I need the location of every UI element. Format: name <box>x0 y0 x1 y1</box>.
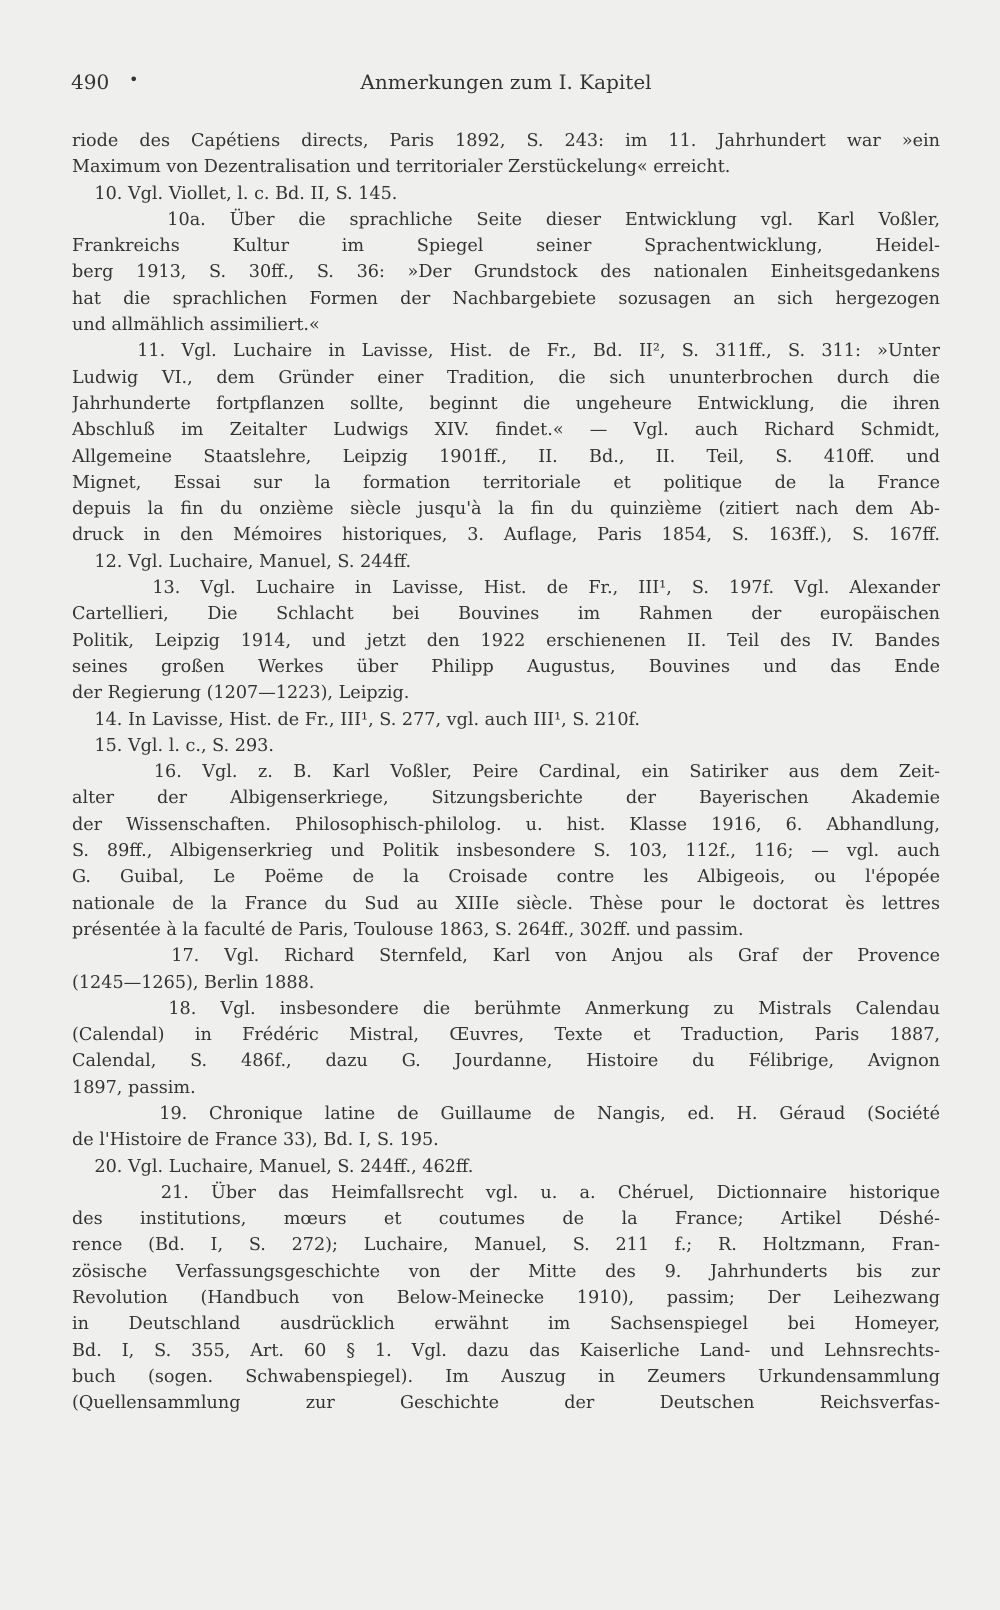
text-line: 19. Chronique latine de Guillaume de Nangis, ed. H. Géraud (Société <box>72 1103 940 1124</box>
text-line: 20. Vgl. Luchaire, Manuel, S. 244ff., 462ff. <box>72 1156 474 1177</box>
text-line: 1897, passim. <box>72 1077 196 1098</box>
text-line: G. Guibal, Le Poëme de la Croisade contre les Albigeois, ou l'épopée <box>72 867 940 888</box>
text-line: S. 89ff., Albigenserkrieg und Politik insbesondere S. 103, 112f., 116; — vgl. auch <box>72 841 940 862</box>
notes-body <box>72 128 940 1417</box>
text-line: nationale de la France du Sud au XIIIe siècle. Thèse pour le doctorat ès lettres <box>72 893 940 914</box>
text-line: (1245—1265), Berlin 1888. <box>72 972 315 993</box>
text-line: des institutions, mœurs et coutumes de la France; Artikel Déshé- <box>72 1209 940 1230</box>
text-line: (Quellensammlung zur Geschichte der Deutschen Reichsverfas- <box>72 1393 940 1414</box>
text-line: Revolution (Handbuch von Below-Meinecke 1910), passim; Der Leihezwang <box>72 1288 940 1309</box>
text-line: in Deutschland ausdrücklich erwähnt im Sachsenspiegel bei Homeyer, <box>72 1314 940 1335</box>
text-line: Bd. I, S. 355, Art. 60 § 1. Vgl. dazu das Kaiserliche Land- und Lehnsrechts- <box>72 1340 940 1361</box>
text-line: berg 1913, S. 30ff., S. 36: »Der Grundstock des nationalen Einheitsgedankens <box>72 262 940 283</box>
text-line: 18. Vgl. insbesondere die berühmte Anmerkung zu Mistrals Calendau <box>72 998 940 1019</box>
page-number: 490 <box>71 70 110 94</box>
text-line: rence (Bd. I, S. 272); Luchaire, Manuel, S. 211 f.; R. Holtzmann, Fran- <box>72 1235 940 1256</box>
text-line: 12. Vgl. Luchaire, Manuel, S. 244ff. <box>72 551 412 572</box>
text-line: présentée à la faculté de Paris, Toulouse 1863, S. 264ff., 302ff. und passim. <box>72 919 744 940</box>
text-line: und allmählich assimiliert.« <box>72 315 320 336</box>
text-line: 14. In Lavisse, Hist. de Fr., III¹, S. 277, vgl. auch III¹, S. 210f. <box>72 709 641 730</box>
text-line: Calendal, S. 486f., dazu G. Jourdanne, Histoire du Félibrige, Avignon <box>72 1051 940 1072</box>
text-line: druck in den Mémoires historiques, 3. Auflage, Paris 1854, S. 163ff.), S. 167ff. <box>72 525 940 546</box>
text-line: 10a. Über die sprachliche Seite dieser Entwicklung vgl. Karl Voßler, <box>72 209 940 230</box>
text-line: 11. Vgl. Luchaire in Lavisse, Hist. de Fr., Bd. II², S. 311ff., S. 311: »Unter <box>72 341 940 362</box>
text-line: seines großen Werkes über Philipp Augustus, Bouvines und das Ende <box>72 656 940 677</box>
text-line: zösische Verfassungsgeschichte von der Mitte des 9. Jahrhunderts bis zur <box>72 1261 940 1282</box>
text-line: Ludwig VI., dem Gründer einer Tradition, die sich ununterbrochen durch die <box>72 367 940 388</box>
text-line: Frankreichs Kultur im Spiegel seiner Sprachentwicklung, Heidel- <box>72 236 940 257</box>
text-line: der Regierung (1207—1223), Leipzig. <box>72 683 410 704</box>
text-line: (Calendal) in Frédéric Mistral, Œuvres, Texte et Traduction, Paris 1887, <box>72 1025 940 1046</box>
running-title: Anmerkungen zum I. Kapitel <box>360 70 652 94</box>
text-line: Maximum von Dezentralisation und territorialer Zerstückelung« erreicht. <box>72 157 731 178</box>
page-header <box>71 70 941 100</box>
text-line: der Wissenschaften. Philosophisch-philolog. u. hist. Klasse 1916, 6. Abhandlung, <box>72 814 940 835</box>
header-marker: • <box>129 70 139 89</box>
text-line: Mignet, Essai sur la formation territoriale et politique de la France <box>72 472 940 493</box>
text-line: alter der Albigenserkriege, Sitzungsberichte der Bayerischen Akademie <box>72 788 940 809</box>
text-line: 16. Vgl. z. B. Karl Voßler, Peire Cardinal, ein Satiriker aus dem Zeit- <box>72 762 940 783</box>
text-line: hat die sprachlichen Formen der Nachbargebiete sozusagen an sich hergezogen <box>72 288 940 309</box>
text-line: Allgemeine Staatslehre, Leipzig 1901ff., II. Bd., II. Teil, S. 410ff. und <box>72 446 940 467</box>
text-line: depuis la fin du onzième siècle jusqu'à la fin du quinzième (zitiert nach dem Ab- <box>72 499 940 520</box>
text-line: riode des Capétiens directs, Paris 1892, S. 243: im 11. Jahrhundert war »ein <box>72 131 940 151</box>
text-line: Cartellieri, Die Schlacht bei Bouvines im Rahmen der europäischen <box>72 604 940 625</box>
text-line: 17. Vgl. Richard Sternfeld, Karl von Anjou als Graf der Provence <box>72 946 940 967</box>
text-line: Abschluß im Zeitalter Ludwigs XIV. findet.« — Vgl. auch Richard Schmidt, <box>72 420 940 441</box>
text-line: de l'Histoire de France 33), Bd. I, S. 195. <box>72 1130 439 1151</box>
text-line: 10. Vgl. Viollet, l. c. Bd. II, S. 145. <box>72 183 398 204</box>
text-line: Politik, Leipzig 1914, und jetzt den 1922 erschienenen II. Teil des IV. Bandes <box>72 630 940 651</box>
text-line: 15. Vgl. l. c., S. 293. <box>72 735 274 756</box>
text-line: Jahrhunderte fortpflanzen sollte, beginnt die ungeheure Entwicklung, die ihren <box>72 393 940 414</box>
text-line: buch (sogen. Schwabenspiegel). Im Auszug in Zeumers Urkundensammlung <box>72 1366 940 1387</box>
text-line: 13. Vgl. Luchaire in Lavisse, Hist. de Fr., III¹, S. 197f. Vgl. Alexander <box>72 578 940 599</box>
text-line: 21. Über das Heimfallsrecht vgl. u. a. Chéruel, Dictionnaire historique <box>72 1182 940 1203</box>
